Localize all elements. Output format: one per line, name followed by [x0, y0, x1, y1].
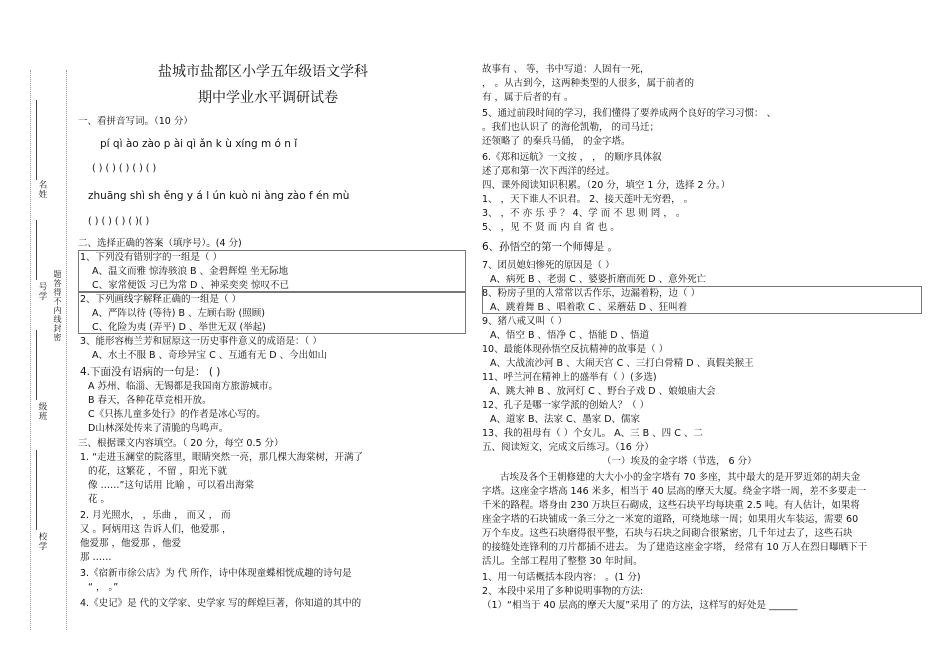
section4-title: 四、课外阅读知识积累。（20 分，填空 1 分，选择 2 分。） — [482, 180, 731, 191]
passage1-line2: 字塔。这座金字塔高 146 米多，相当于 40 层高的摩天大厦。绕金字塔一周，差不多要走一 — [482, 486, 867, 497]
q4-10-question: 10、最能体现孙悟空反抗精神的故事是（ ） — [482, 344, 669, 355]
q2-1-question: 1、下列没有错别字的一组是（ ） — [80, 252, 223, 263]
q5-line1[interactable]: 5、通过前段时间的学习，我们懂得了要养成两个良好的学习习惯： 、 — [482, 108, 777, 119]
q3-1-line4[interactable]: 花 。 — [88, 494, 111, 505]
passage1-line7: 活儿。全部工程用了整整 30 年时间。 — [482, 556, 643, 567]
q1-answer-row1[interactable]: ( ) ( ) ( ) ( ) ( ) — [92, 163, 157, 174]
q4-8-question: 8、粉房子里的人常常以舌作乐，边漏着粉，边（ ） — [482, 288, 701, 299]
class-label: 级班 — [37, 402, 47, 421]
q2-2-options-ab[interactable]: A、严阵以待 (等待) B 、左顾右盼 (照顾) — [92, 308, 265, 319]
exam-subtitle: 期中学业水平调研试卷 — [198, 90, 338, 106]
dotted-line-inner — [66, 70, 68, 630]
poem-fill-5[interactable]: 5、 ，见 不 贤 而 内 自 省 也 。 — [482, 222, 620, 233]
binding-margin — [22, 70, 70, 630]
q5-line3[interactable]: 还领略了 的秦兵马俑， 的金字塔。 — [482, 136, 631, 147]
q3-title: 三、根据课文内容填空。（ 20 分，每空 0.5 分） — [78, 438, 284, 449]
q1-pinyin-row2: zhuāng shì sh ěng y á l ún kuò ni àng zào f én mù — [88, 190, 350, 202]
q2-2-options-cd[interactable]: C、化险为夷 (弄平) D 、举世无双 (举起) — [92, 322, 266, 333]
q1-title: 一、看拼音写词。（10 分） — [78, 116, 193, 127]
q2-4-option-b[interactable]: B 春天，各种花草竞相开放。 — [88, 395, 212, 406]
q2-4-question: 4.下面没有语病的一句是： ( ) — [80, 366, 221, 378]
q6-line2: 述了郑和第一次下西洋的经过。 — [482, 166, 616, 177]
q3-2-line4[interactable]: 那 …… — [80, 552, 112, 563]
passage1-line1: 古埃及各个王朝修建的大大小小的金字塔有 70 多座，其中最大的是开罗近郊的胡夫金 — [500, 472, 861, 483]
q4-9-options[interactable]: A、悟空 B 、悟净 C 、悟能 D 、悟道 — [490, 330, 650, 341]
q2-2-question: 2、下列画线字解释正确的一组是（ ） — [80, 294, 242, 305]
class-underline — [36, 330, 37, 400]
q2-1-options-cd[interactable]: C、家常便饭 习已为常 D 、神采奕奕 惊叹不已 — [92, 280, 290, 291]
r-line-2[interactable]: ， 。从古到今，这两种类型的人很多，属于前者的 — [482, 78, 695, 89]
r-line-1[interactable]: 故事有 、 等，书中写道：人固有一死， — [482, 64, 650, 75]
q1-answer-row2[interactable]: ( ) ( ) ( ) ( )( ) — [88, 216, 150, 227]
q2-4-option-c[interactable]: C《只拣儿童多处行》的作者是冰心写的。 — [88, 409, 266, 420]
id-underline — [36, 220, 37, 280]
right-column — [482, 0, 922, 658]
q4-12-question: 12、孔子是哪一家学派的创始人？（ ） — [482, 400, 650, 411]
q2-3-question: 3、能形容梅兰芳和屈原这一历史事件意义的成语是：（ ） — [80, 336, 322, 347]
q2-4-option-d[interactable]: D山林深处传来了清脆的鸟鸣声。 — [88, 423, 229, 434]
q3-1-line2[interactable]: 的花，这繁花 ，不留 ，阳光下就 — [88, 466, 228, 477]
q4-11-question: 11、呼兰河在精神上的盛举有（ ）(多选) — [482, 372, 657, 383]
q2-4-option-a[interactable]: A 苏州、临淄、无锡都是我国南方旅游城市。 — [88, 381, 279, 392]
name-label: 名姓 — [37, 180, 47, 199]
id-label: 号学 — [37, 282, 47, 301]
q2-title: 二、选择正确的答案（填序号）。(4 分) — [78, 238, 242, 249]
exam-title: 盐城市盐都区小学五年级语文学科 — [158, 64, 368, 80]
q3-2-line1[interactable]: 2. 月光照水， ，乐曲 ， 而又 ， 而 — [80, 510, 231, 521]
q2-3-options[interactable]: A、水土不服 B 、奇珍异宝 C 、互通有无 D 、今出如山 — [92, 350, 328, 361]
passage1-q2: 2、本段中采用了多种说明事物的方法: — [482, 586, 644, 597]
q4-8-options[interactable]: A、跳着舞 B 、唱着歌 C 、采蘑菇 D 、狂叫着 — [490, 302, 688, 313]
passage1-line6: 的接缝处连锋利的刀片都插不进去。 为了建造这座金字塔， 经常有 10 万人在烈日曝晒下干 — [482, 542, 868, 553]
q4-11-options[interactable]: A、跳大神 B 、放河灯 C 、野台子戏 D 、娘娘庙大会 — [490, 386, 716, 397]
q3-2-line3[interactable]: 他爱那 ，他爱那 ，他爱 — [80, 538, 182, 549]
school-label: 校学 — [37, 532, 47, 551]
q3-3-line1[interactable]: 3.《宿新市徐公店》为 代 所作，诗中体现童蝶相恍成趣的诗句是 — [80, 568, 352, 579]
q4-12-options[interactable]: A、道家 B、法家 C、墨家 D、儒家 — [490, 414, 641, 425]
q4-10-options[interactable]: A、大战流沙河 B 、大闹天宫 C 、三打白骨精 D 、真假美猴王 — [490, 358, 754, 369]
name-underline — [36, 100, 37, 180]
q4-7-options[interactable]: A、病死 B 、老弱 C 、婆婆折磨而死 D 、意外死亡 — [490, 274, 707, 285]
passage1-line5: 万个车皮。这些石块磨得很平整，石块与石块之间砌合很紧密，几千年过去了，这些石块 — [482, 528, 853, 539]
q4-6-question[interactable]: 6、孙悟空的第一个师傅是 。 — [482, 241, 619, 253]
q4-13-question[interactable]: 13、我的祖母有（ ）个女儿。 A、三 B 、四 C 、二 — [482, 428, 703, 439]
poem-fill-1[interactable]: 1、 ，天下谁人不识君。 2、接天莲叶无穷碧， 。 — [482, 194, 694, 205]
q6-line1[interactable]: 6.《郑和远航》一文按 ， ， 的顺序具体叙 — [482, 152, 662, 163]
dotted-line-outer — [30, 70, 32, 630]
r-line-3[interactable]: 有 ，属于后者的有 。 — [482, 92, 574, 103]
school-underline — [36, 450, 37, 530]
passage1-q2-1[interactable]: （1）“相当于 40 层高的摩天大厦”采用了 的方法，这样写的好处是 ______ — [482, 600, 798, 611]
passage1-title: （一）埃及的金字塔（节选， 6 分） — [602, 456, 757, 467]
q4-9-question: 9、猪八戒又叫（ ） — [482, 316, 568, 327]
q3-4-line1[interactable]: 4.《史记》是 代的文学家、史学家 写的辉煌巨著，你知道的其中的 — [80, 598, 362, 609]
section5-title: 五、阅读短文，完成文后练习。（16 分） — [482, 442, 654, 453]
poem-fill-3[interactable]: 3、 ，不 亦 乐 乎 ？ 4、学 而 不 思 则 罔 ， 。 — [482, 208, 686, 219]
q1-pinyin-row1: pí qì ào zào p ài qì ǎn k ù xíng m ó n ǐ — [100, 138, 298, 150]
passage1-line4: 座金字塔的石块铺成一条三分之一米宽的道路，可绕地球一周；如果用火车装运，需要 60 — [482, 514, 859, 525]
q4-7-question: 7、团员媳妇惨死的原因是（ ） — [482, 260, 615, 271]
passage1-q1[interactable]: 1、用一句话概括本段内容： 。(1 分) — [482, 572, 641, 583]
q5-line2[interactable]: 。我们也认识了 的海伦凯勒， 的司马迁； — [482, 122, 660, 133]
seal-notice: 题答得不内线封密 — [53, 270, 62, 342]
q3-1-line3[interactable]: 像 ……”这句话用 比喻 ，可以看出海棠 — [88, 480, 254, 491]
left-column — [78, 0, 470, 658]
q2-1-options-ab[interactable]: A、温文而雅 惊涛骇浪 B 、金碧辉煌 坐无际地 — [92, 266, 289, 277]
passage1-line3: 千米的路程。塔身由 230 万块巨石砌成，这些石块平均每块重 2.5 吨。有人估计，如果将 — [482, 500, 860, 511]
q3-3-line2[interactable]: “ ， 。” — [88, 582, 119, 593]
q3-2-line2[interactable]: 又 。阿炳用这 告诉人们，他爱那 ， — [80, 524, 232, 535]
q3-1-line1: 1. “走进玉澜堂的院落里，眼睛突然一亮，那几棵大海棠树，开满了 — [80, 452, 364, 463]
